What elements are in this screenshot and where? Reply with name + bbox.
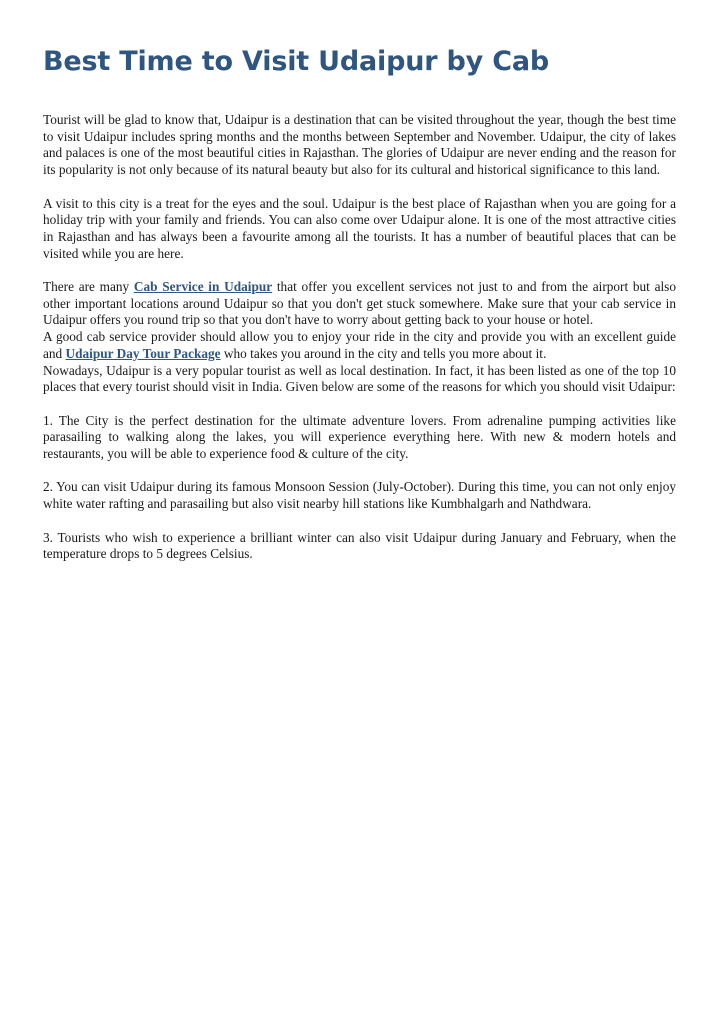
paragraph-spacer — [43, 463, 676, 480]
paragraph-spacer — [43, 179, 676, 196]
paragraph-text: that offer you excellent services not just to and from the airport but also other important locations around Udaipur so that you don't get stuck somewhere. Make sure that your cab service in Udaipur offers you round trip so that you don't have to worry about getting back to your house or hotel. — [43, 279, 676, 328]
paragraph-spacer — [43, 513, 676, 530]
paragraph-popularity: Nowadays, Udaipur is a very popular tourist as well as local destination. In fact, it has been listed as one of the top 10 places that every tourist should visit in India. Given below are some of the reasons for which you should visit Udaipur: — [43, 362, 676, 395]
document-page — [43, 40, 676, 563]
paragraph-visit: A visit to this city is a treat for the eyes and the soul. Udaipur is the best place of Rajasthan when you are going for a holiday trip with your family and friends. You can also come over Udaipur alone. It is one of the most attractive cities in Rajasthan and has always been a favourite among all the tourists. It has a number of beautiful places that can be visited while you are here. — [43, 195, 676, 261]
paragraph-guide — [43, 329, 676, 362]
list-item-winter: 3. Tourists who wish to experience a brilliant winter can also visit Udaipur during January and February, when the temperature drops to 5 degrees Celsius. — [43, 529, 676, 562]
paragraph-spacer — [43, 396, 676, 413]
paragraph-spacer — [43, 262, 676, 279]
list-item-monsoon: 2. You can visit Udaipur during its famous Monsoon Session (July-October). During this time, you can not only enjoy white water rafting and parasailing but also visit nearby hill stations like Kumbhalgarh and Nathdwara. — [43, 479, 676, 512]
paragraph-text: who takes you around in the city and tells you more about it. — [220, 345, 547, 361]
cab-service-link[interactable]: Cab Service in Udaipur — [133, 279, 273, 294]
paragraph-cab-service — [43, 279, 676, 329]
list-item-adventure: 1. The City is the perfect destination for the ultimate adventure lovers. From adrenaline pumping activities like parasailing to walking along the lakes, you will experience everything here. With new & modern hotels and restaurants, you will be able to experience food & culture of the city. — [43, 412, 676, 462]
paragraph-text: There are many — [43, 279, 134, 294]
page-title: Best Time to Visit Udaipur by Cab — [43, 46, 550, 77]
day-tour-package-link[interactable]: Udaipur Day Tour Package — [65, 345, 221, 361]
paragraph-text: A good cab service provider should allow you to enjoy your ride in the city and provide you with an excellent guide and — [43, 329, 676, 361]
paragraph-intro: Tourist will be glad to know that, Udaipur is a destination that can be visited throughout the year, though the best time to visit Udaipur includes spring months and the months between September and November. Udaipur, the city of lakes and palaces is one of the most beautiful cities in Rajasthan. The glories of Udaipur are never ending and the reason for its popularity is not only because of its natural beauty but also for its cultural and historical significance to this land. — [43, 112, 676, 178]
